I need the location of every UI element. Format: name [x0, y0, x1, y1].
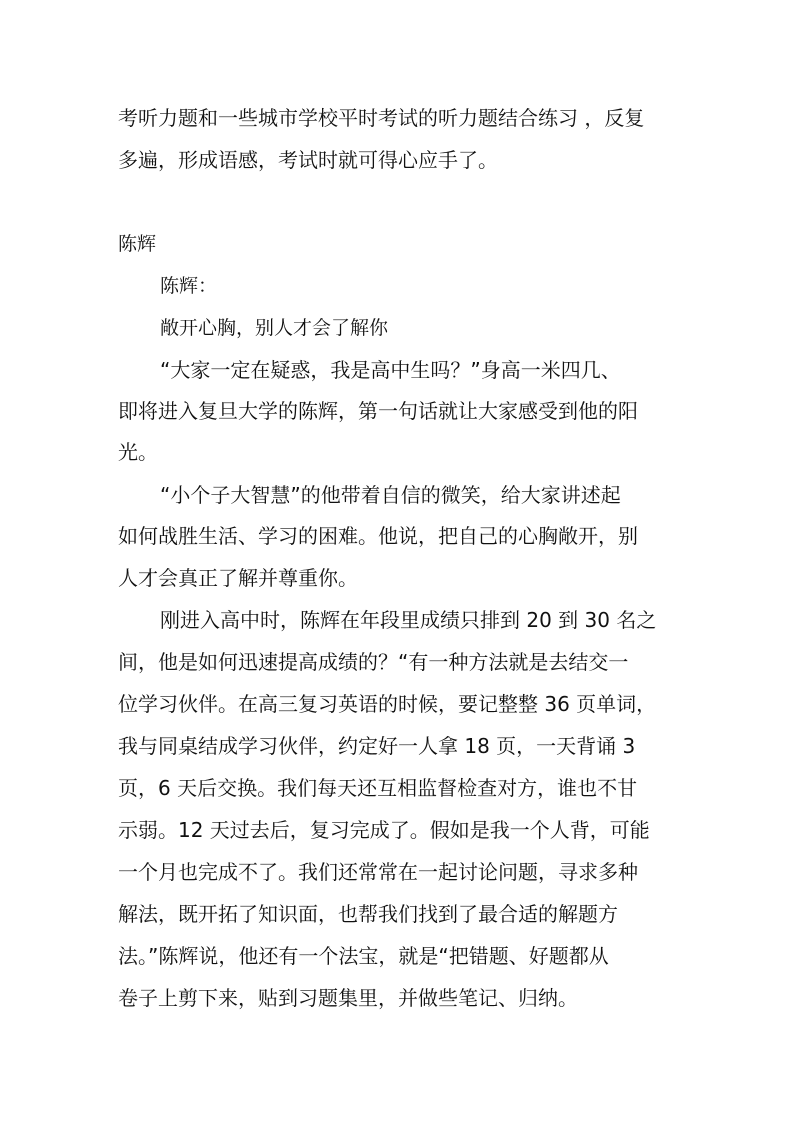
text-line: 卷子上剪下来，贴到习题集里，并做些笔记、归纳。 — [118, 986, 578, 1010]
text-line: 如何战胜生活、学习的困难。他说，把自己的心胸敞开，别 — [118, 524, 638, 548]
text-line: 法。”陈辉说，他还有一个法宝，就是“把错题、好题都从 — [118, 944, 609, 968]
text-line: “小个子大智慧”的他带着自信的微笑，给大家讲述起 — [160, 483, 621, 507]
text-line: 我与同桌结成学习伙伴，约定好一人拿 18 页，一天背诵 3 — [118, 734, 636, 758]
text-line: 人才会真正了解并尊重你。 — [118, 566, 358, 590]
speaker-label: 陈辉： — [160, 275, 218, 297]
text-line: 考听力题和一些城市学校平时考试的听力题结合练习 ，反复 — [118, 106, 645, 130]
text-line: 多遍，形成语感，考试时就可得心应手了。 — [118, 148, 498, 172]
text-line: 即将进入复旦大学的陈辉，第一句话就让大家感受到他的阳 — [118, 399, 638, 423]
text-line: 示弱。12 天过去后，复习完成了。假如是我一个人背，可能 — [118, 818, 650, 842]
subtitle-line: 敞开心胸，别人才会了解你 — [160, 317, 389, 339]
text-line: “大家一定在疑惑，我是高中生吗？”身高一米四几、 — [160, 358, 621, 382]
text-line: 解法，既开拓了知识面，也帮我们找到了最合适的解题方 — [118, 902, 618, 926]
text-line: 页，6 天后交换。我们每天还互相监督检查对方，谁也不甘 — [118, 776, 638, 800]
section-heading: 陈辉 — [118, 233, 157, 255]
text-line: 间，他是如何迅速提高成绩的？“有一种方法就是去结交一 — [118, 650, 629, 674]
text-line: 一个月也完成不了。我们还常常在一起讨论问题，寻求多种 — [118, 860, 638, 884]
text-line: 位学习伙伴。在高三复习英语的时候，要记整整 36 页单词， — [118, 692, 657, 716]
text-line: 刚进入高中时，陈辉在年段里成绩只排到 20 到 30 名之 — [160, 608, 657, 632]
text-line: 光。 — [118, 440, 158, 464]
